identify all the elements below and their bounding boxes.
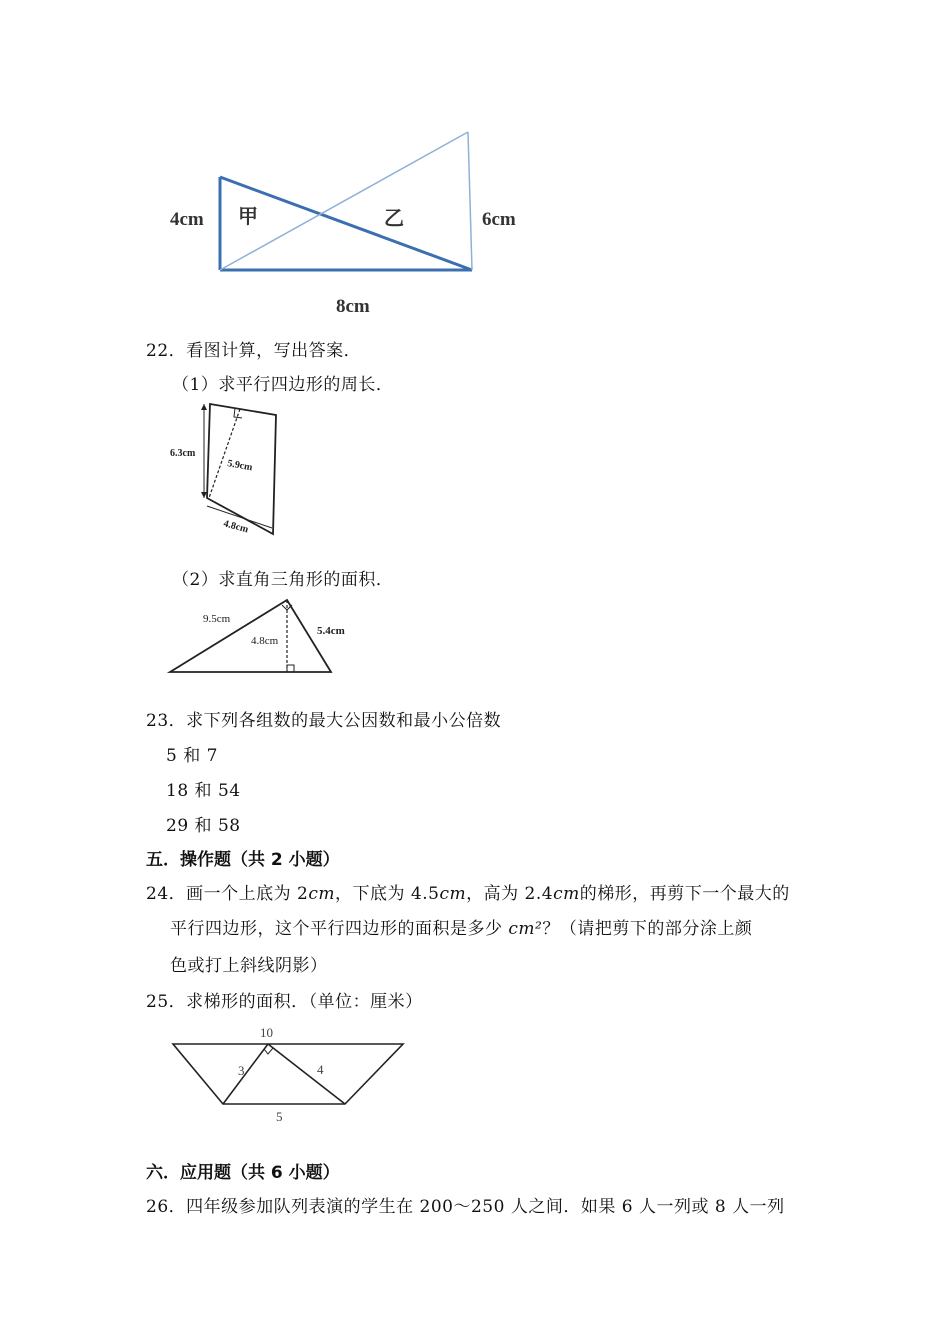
figure-trapezoid bbox=[165, 1020, 410, 1126]
label-5-4cm: 5.4cm bbox=[317, 625, 345, 637]
figure-right-triangle bbox=[165, 592, 375, 677]
section-6-heading: 六．应用题（共 6 小题） bbox=[146, 1163, 340, 1183]
diag-thin bbox=[220, 132, 468, 270]
label-8cm: 8cm bbox=[336, 296, 370, 317]
height-dashed bbox=[209, 409, 240, 498]
figure-triangles bbox=[160, 120, 540, 325]
label-10: 10 bbox=[260, 1025, 273, 1040]
label-5-9cm: 5.9cm bbox=[226, 458, 254, 474]
label-6-3cm: 6.3cm bbox=[170, 448, 196, 459]
label-jia: 甲 bbox=[238, 206, 258, 228]
q22-title: 22．看图计算，写出答案． bbox=[146, 341, 362, 361]
label-3: 3 bbox=[238, 1063, 245, 1078]
q25-title: 25．求梯形的面积．（单位：厘米） bbox=[146, 992, 423, 1012]
label-4cm: 4cm bbox=[170, 209, 204, 230]
side-4 bbox=[268, 1044, 345, 1104]
q22-part2: （2）求直角三角形的面积． bbox=[172, 570, 394, 590]
trapezoid bbox=[173, 1044, 403, 1104]
side-3 bbox=[223, 1044, 268, 1104]
section-5-heading: 五．操作题（共 2 小题） bbox=[146, 850, 340, 870]
q24-line1: 24．画一个上底为 2cm，下底为 4.5cm，高为 2.4cm的梯形，再剪下一个最大的 bbox=[146, 884, 790, 904]
label-6cm: 6cm bbox=[482, 209, 516, 230]
q23-item-3: 29 和 58 bbox=[166, 816, 241, 836]
figure-parallelogram bbox=[165, 398, 300, 538]
q24-line3: 色或打上斜线阴影） bbox=[170, 956, 328, 976]
q23-item-2: 18 和 54 bbox=[166, 781, 241, 801]
label-4-8cm: 4.8cm bbox=[222, 518, 250, 536]
q24-line2: 平行四边形，这个平行四边形的面积是多少 cm²？（请把剪下的部分涂上颜 bbox=[170, 919, 753, 939]
q26-line1: 26．四年级参加队列表演的学生在 200～250 人之间．如果 6 人一列或 8 人一列 bbox=[146, 1197, 785, 1217]
label-4-8cm-h: 4.8cm bbox=[251, 635, 279, 647]
q22-part1: （1）求平行四边形的周长． bbox=[172, 375, 394, 395]
q23-title: 23．求下列各组数的最大公因数和最小公倍数 bbox=[146, 711, 502, 731]
label-yi: 乙 bbox=[384, 208, 404, 230]
right-edge bbox=[468, 132, 472, 270]
label-5: 5 bbox=[276, 1109, 283, 1124]
q23-item-1: 5 和 7 bbox=[166, 746, 218, 766]
label-9-5cm: 9.5cm bbox=[203, 613, 231, 625]
label-4: 4 bbox=[317, 1062, 324, 1077]
